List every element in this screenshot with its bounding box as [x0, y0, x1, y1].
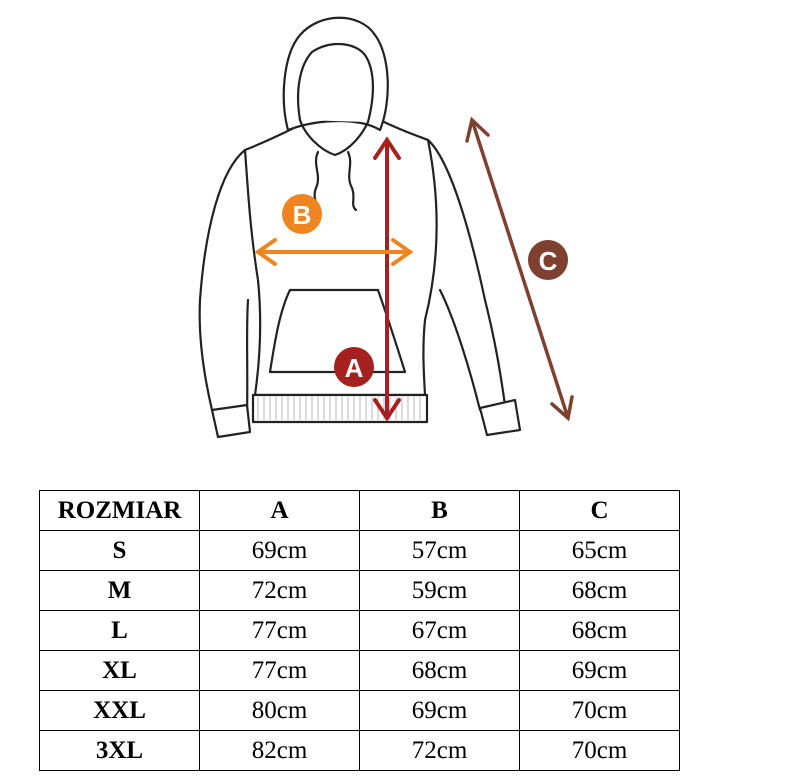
header-b: B	[360, 491, 520, 531]
header-a: A	[200, 491, 360, 531]
marker-c	[528, 240, 568, 280]
a-cell: 77cm	[200, 651, 360, 691]
c-cell: 70cm	[520, 731, 680, 771]
table-row	[40, 531, 680, 571]
a-cell: 69cm	[200, 531, 360, 571]
c-cell: 69cm	[520, 651, 680, 691]
b-cell: 59cm	[360, 571, 520, 611]
header-c: C	[520, 491, 680, 531]
table-row	[40, 731, 680, 771]
size-cell: XXL	[40, 691, 200, 731]
size-cell: M	[40, 571, 200, 611]
a-cell: 72cm	[200, 571, 360, 611]
a-cell: 82cm	[200, 731, 360, 771]
header-size: ROZMIAR	[40, 491, 200, 531]
size-table	[39, 490, 680, 771]
marker-b	[282, 194, 322, 234]
c-cell: 68cm	[520, 571, 680, 611]
b-cell: 72cm	[360, 731, 520, 771]
marker-c-label: C	[538, 246, 558, 276]
a-cell: 80cm	[200, 691, 360, 731]
b-cell: 68cm	[360, 651, 520, 691]
size-cell: S	[40, 531, 200, 571]
b-cell: 57cm	[360, 531, 520, 571]
size-cell: XL	[40, 651, 200, 691]
c-cell: 65cm	[520, 531, 680, 571]
size-cell: 3XL	[40, 731, 200, 771]
size-cell: L	[40, 611, 200, 651]
table-row	[40, 651, 680, 691]
b-cell: 69cm	[360, 691, 520, 731]
c-cell: 70cm	[520, 691, 680, 731]
marker-a-label: A	[344, 353, 364, 383]
marker-a	[334, 347, 374, 387]
table-row	[40, 691, 680, 731]
table-row	[40, 611, 680, 651]
table-row	[40, 571, 680, 611]
c-cell: 68cm	[520, 611, 680, 651]
a-cell: 77cm	[200, 611, 360, 651]
b-cell: 67cm	[360, 611, 520, 651]
marker-b-label: B	[292, 200, 312, 230]
table-header-row	[40, 491, 680, 531]
